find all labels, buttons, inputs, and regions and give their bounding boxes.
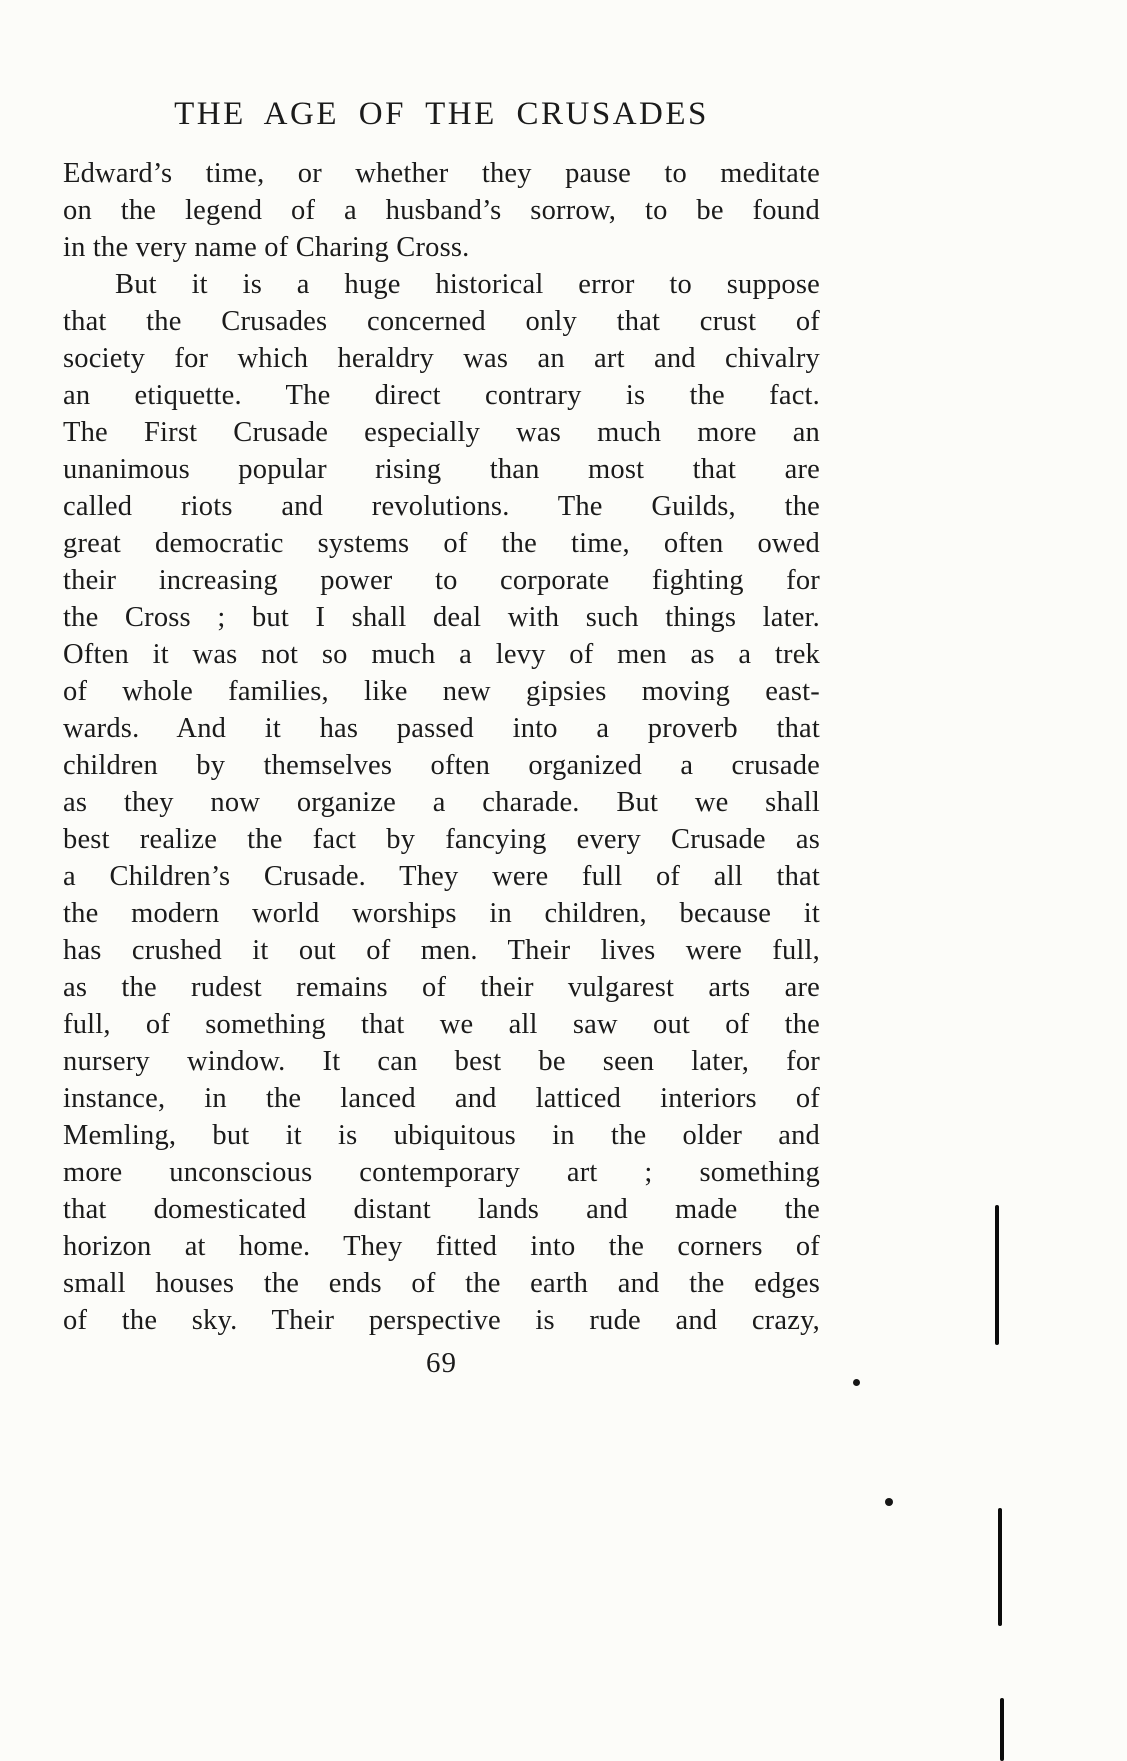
text-line: on the legend of a husband’s sorrow, to be found [63, 195, 820, 226]
text-line: an etiquette. The direct contrary is the fact. [63, 380, 820, 411]
text-line: small houses the ends of the earth and the edges [63, 1268, 820, 1299]
text-line: The First Crusade especially was much more an [63, 417, 820, 448]
text-line: of the sky. Their perspective is rude and crazy, [63, 1305, 820, 1336]
paragraph [63, 266, 820, 1339]
text-line: Edward’s time, or whether they pause to meditate [63, 158, 820, 189]
page-title: THE AGE OF THE CRUSADES [174, 96, 709, 132]
text-line: as they now organize a charade. But we shall [63, 787, 820, 818]
text-line: great democratic systems of the time, often owed [63, 528, 820, 559]
text-line: a Children’s Crusade. They were full of all that [63, 861, 820, 892]
text-line: that the Crusades concerned only that crust of [63, 306, 820, 337]
text-line: that domesticated distant lands and made the [63, 1194, 820, 1225]
scan-artifact-dot [885, 1498, 893, 1506]
scan-artifact-line [1000, 1698, 1004, 1761]
page-content [63, 96, 820, 1380]
paragraph [63, 155, 820, 266]
text-line: called riots and revolutions. The Guilds, the [63, 491, 820, 522]
text-line: society for which heraldry was an art and chivalry [63, 343, 820, 374]
text-line: best realize the fact by fancying every Crusade as [63, 824, 820, 855]
text-line: But it is a huge historical error to suppose [115, 269, 820, 300]
scan-artifact-line [995, 1205, 999, 1345]
text-line: wards. And it has passed into a proverb that [63, 713, 820, 744]
scan-artifact-line [998, 1508, 1002, 1626]
text-line: nursery window. It can best be seen later, for [63, 1046, 820, 1077]
page-number: 69 [426, 1347, 457, 1379]
text-line: more unconscious contemporary art ; something [63, 1157, 820, 1188]
text-line: the Cross ; but I shall deal with such things later. [63, 602, 820, 633]
text-line: Memling, but it is ubiquitous in the older and [63, 1120, 820, 1151]
text-line: instance, in the lanced and latticed interiors of [63, 1083, 820, 1114]
text-line: full, of something that we all saw out of the [63, 1009, 820, 1040]
text-line: Often it was not so much a levy of men as a trek [63, 639, 820, 670]
text-line: has crushed it out of men. Their lives were full, [63, 935, 820, 966]
scan-artifact-dot [853, 1379, 860, 1386]
text-line: in the very name of Charing Cross. [63, 232, 470, 263]
text-line: horizon at home. They fitted into the corners of [63, 1231, 820, 1262]
text-line: of whole families, like new gipsies moving east- [63, 676, 820, 707]
text-line: as the rudest remains of their vulgarest arts are [63, 972, 820, 1003]
text-line: children by themselves often organized a crusade [63, 750, 820, 781]
text-line: their increasing power to corporate fighting for [63, 565, 820, 596]
text-line: unanimous popular rising than most that are [63, 454, 820, 485]
body-text [63, 155, 820, 1339]
text-line: the modern world worships in children, because it [63, 898, 820, 929]
